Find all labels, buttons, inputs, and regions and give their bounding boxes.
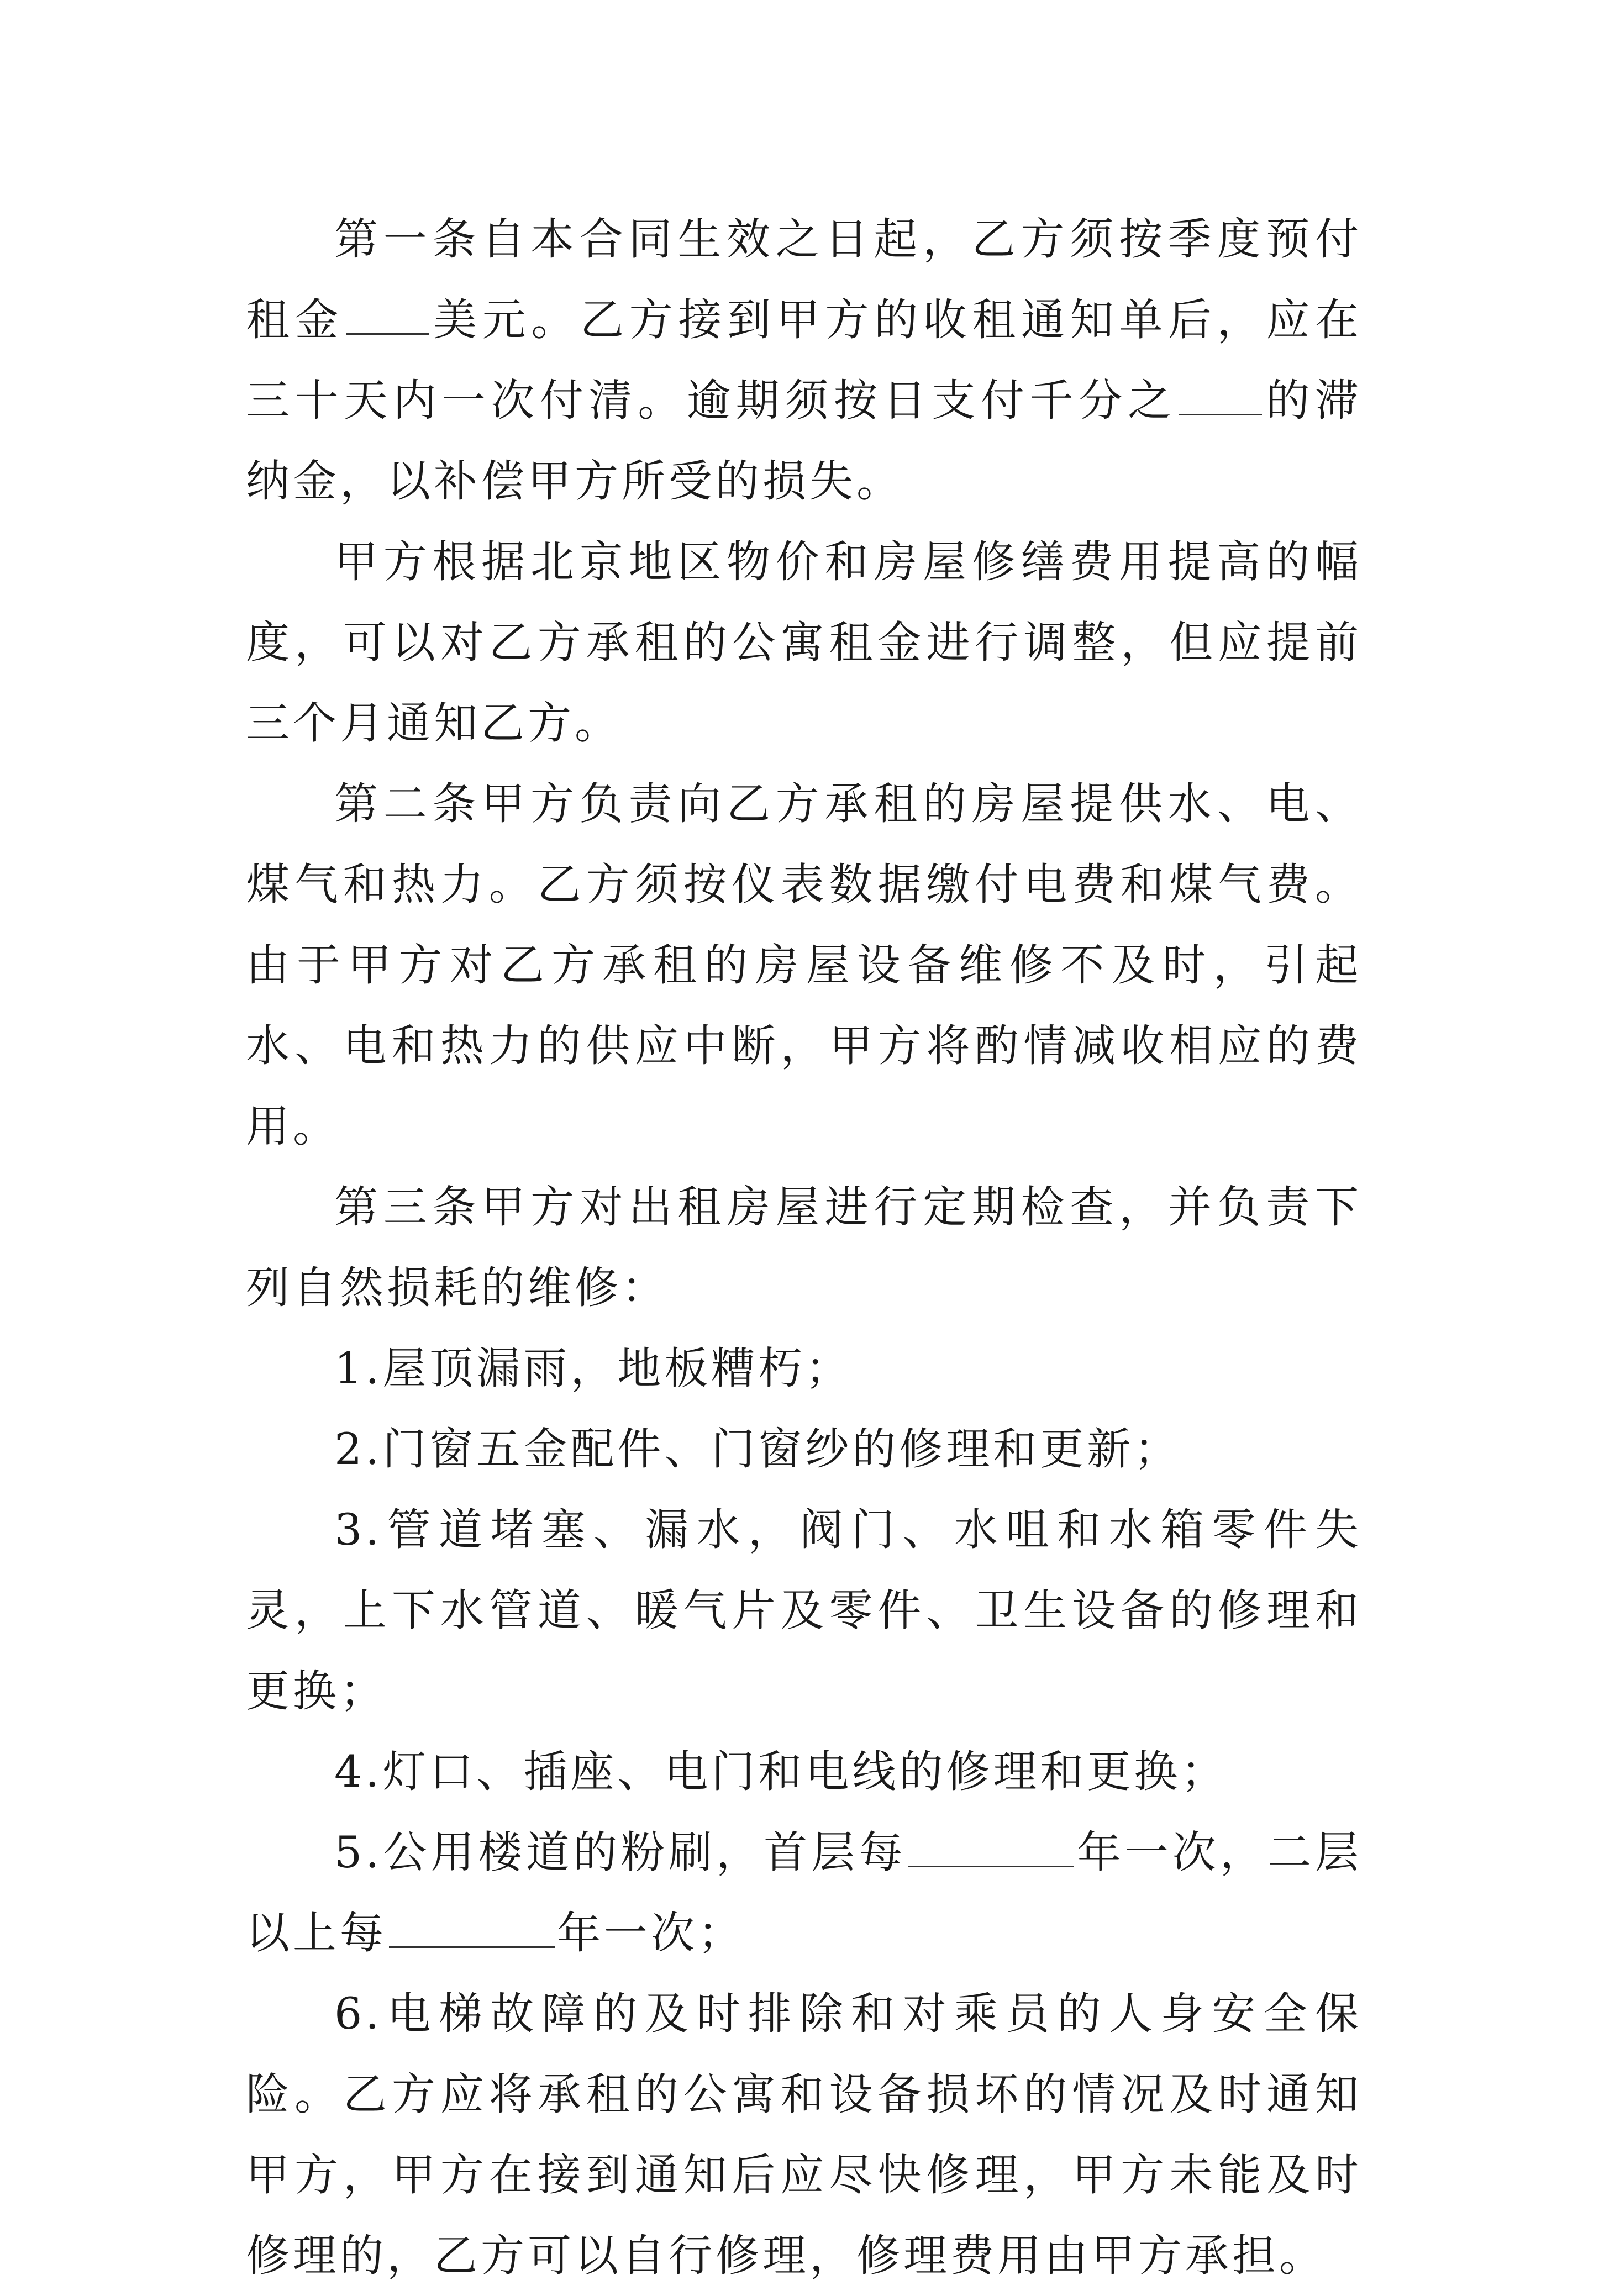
list-item-2: 2.门窗五金配件、门窗纱的修理和更新； bbox=[334, 1424, 1181, 1475]
list-item-4: 4.灯口、插座、电门和电线的修理和更换； bbox=[334, 1746, 1228, 1797]
blank-rent-amount bbox=[346, 297, 429, 335]
blank-ground-floor-years bbox=[908, 1829, 1074, 1867]
item-5-text-a: 5.公用楼道的粉刷，首层每 bbox=[334, 1827, 907, 1878]
list-item-6: 6.电梯故障的及时排除和对乘员的人身安全保险。乙方应将承租的公寓和设备损坏的情况及时通知甲方，甲方在接到通知后应尽快修理，甲方未能及时修理的，乙方可以自行修理，修理费用由甲方承担。 bbox=[246, 1988, 1362, 2281]
document-body bbox=[246, 199, 1362, 2296]
list-item-3: 3.管道堵塞、漏水，阀门、水咀和水箱零件失灵，上下水管道、暖气片及零件、卫生设备的修理和更换； bbox=[246, 1504, 1362, 1716]
paragraph-clause-3: 第三条甲方对出租房屋进行定期检查，并负责下列自然损耗的维修： bbox=[246, 1182, 1362, 1313]
item-5-text-c: 年一次； bbox=[557, 1908, 745, 1958]
clause-1-text-c: 的滞纳金，以补偿甲方所受的损失。 bbox=[246, 375, 1363, 507]
clause-1-text-a: 第一条自本合同生效之日起，乙方须按季度预付租金 bbox=[246, 214, 1362, 345]
blank-upper-floor-years bbox=[389, 1910, 555, 1948]
blank-late-fee-rate bbox=[1179, 377, 1262, 415]
paragraph-clause-1 bbox=[246, 199, 1362, 522]
paragraph-clause-2: 第二条甲方负责向乙方承租的房屋提供水、电、煤气和热力。乙方须按仪表数据缴付电费和煤气费。由于甲方对乙方承租的房屋设备维修不及时，引起水、电和热力的供应中断，甲方将酌情减收相应的费用。 bbox=[246, 778, 1362, 1152]
clause-1-text-b: 美元。乙方接到甲方的收租通知单后，应在三十天内一次付清。逾期须按日支付千分之 bbox=[246, 294, 1363, 426]
paragraph-rent-adjustment: 甲方根据北京地区物价和房屋修缮费用提高的幅度，可以对乙方承租的公寓租金进行调整，但应提前三个月通知乙方。 bbox=[246, 536, 1362, 749]
item-5-text-b: 年一次，二层以上每 bbox=[246, 1827, 1363, 1958]
list-item-5 bbox=[246, 1812, 1362, 1973]
list-item-1: 1.屋顶漏雨，地板糟朽； bbox=[334, 1343, 853, 1394]
